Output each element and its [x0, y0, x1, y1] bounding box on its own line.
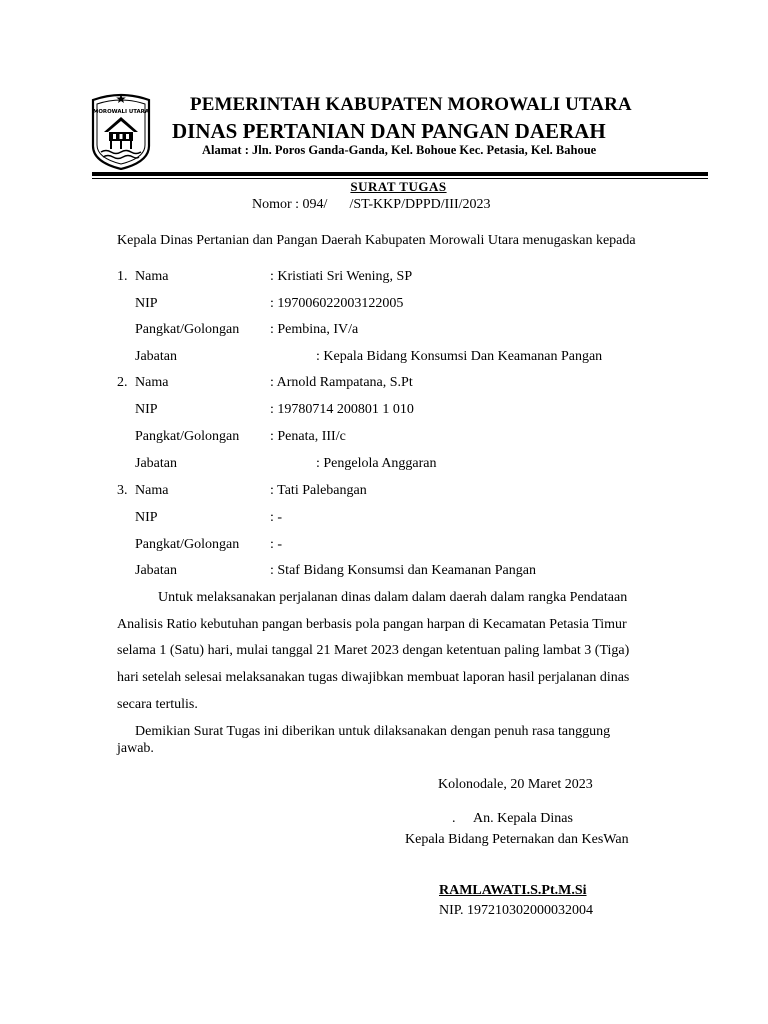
letterhead-rule-thick — [92, 172, 708, 176]
person-3-number: 3. — [117, 483, 128, 498]
body-line: hari setelah selesai melaksanakan tugas diwajibkan membuat laporan hasil perjalanan dinas — [117, 670, 630, 685]
morowali-utara-logo — [90, 92, 152, 170]
person-3-nama: : Tati Palebangan — [270, 483, 367, 498]
document-title-wrap — [0, 179, 768, 195]
person-1-nama-label: Nama — [135, 269, 169, 284]
closing-line-1: Demikian Surat Tugas ini diberikan untuk dilaksanakan dengan penuh rasa tanggung — [135, 724, 611, 739]
letterhead-agency: DINAS PERTANIAN DAN PANGAN DAERAH — [172, 119, 606, 143]
body-line: Analisis Ratio kebutuhan pangan berbasis pola pangan harpan di Kecamatan Petasia Timur — [117, 617, 627, 632]
intro-text: Kepala Dinas Pertanian dan Pangan Daerah Kabupaten Morowali Utara menugaskan kepada — [117, 233, 636, 248]
person-3-nip: : - — [270, 510, 283, 525]
signature-an: An. Kepala Dinas — [473, 811, 573, 826]
person-2-nip-label: NIP — [135, 402, 158, 417]
person-3-pangkat: : - — [270, 537, 283, 552]
person-1-nama: : Kristiati Sri Wening, SP — [270, 269, 413, 284]
person-2-pangkat-label: Pangkat/Golongan — [135, 429, 240, 444]
person-3-nama-label: Nama — [135, 483, 169, 498]
person-3-nip-label: NIP — [135, 510, 158, 525]
person-2-number: 2. — [117, 375, 128, 390]
person-2-nama-label: Nama — [135, 375, 169, 390]
person-1-pangkat-label: Pangkat/Golongan — [135, 322, 240, 337]
document-number-suffix: /ST-KKP/DPPD/III/2023 — [349, 197, 491, 212]
signature-position: Kepala Bidang Peternakan dan KesWan — [405, 832, 629, 847]
person-2-nip: : 19780714 200801 1 010 — [270, 402, 414, 417]
letterhead-government: PEMERINTAH KABUPATEN MOROWALI UTARA — [190, 94, 632, 115]
document-title: SURAT TUGAS — [350, 179, 447, 194]
person-1-jabatan: : Kepala Bidang Konsumsi Dan Keamanan Pangan — [316, 349, 603, 364]
body-line: secara tertulis. — [117, 697, 198, 712]
signatory-name: RAMLAWATI.S.Pt.M.Si — [439, 883, 587, 898]
document-number — [252, 197, 491, 213]
person-3-pangkat-label: Pangkat/Golongan — [135, 537, 240, 552]
person-2-jabatan: : Pengelola Anggaran — [316, 456, 437, 471]
signatory-nip: NIP. 197210302000032004 — [439, 903, 594, 918]
person-2-nama: : Arnold Rampatana, S.Pt — [270, 375, 413, 390]
document-number-prefix: Nomor : 094/ — [252, 197, 328, 212]
signature-place-date: Kolonodale, 20 Maret 2023 — [438, 777, 593, 792]
person-1-nip-label: NIP — [135, 296, 158, 311]
person-1-nip: : 197006022003122005 — [270, 296, 404, 311]
person-2-jabatan-label: Jabatan — [135, 456, 177, 471]
body-line: selama 1 (Satu) hari, mulai tanggal 21 Maret 2023 dengan ketentuan paling lambat 3 (Tiga) — [117, 643, 630, 658]
person-1-jabatan-label: Jabatan — [135, 349, 177, 364]
person-3-jabatan: : Staf Bidang Konsumsi dan Keamanan Pangan — [270, 563, 536, 578]
closing-line-2: jawab. — [117, 741, 154, 756]
letterhead-address: Alamat : Jln. Poros Ganda-Ganda, Kel. Bohoue Kec. Petasia, Kel. Bahoue — [202, 143, 597, 157]
signature-dot: . — [452, 811, 456, 826]
person-1-pangkat: : Pembina, IV/a — [270, 322, 359, 337]
logo-text: MOROWALI UTARA — [92, 109, 150, 115]
body-line: Untuk melaksanakan perjalanan dinas dalam dalam daerah dalam rangka Pendataan — [158, 590, 628, 605]
person-3-jabatan-label: Jabatan — [135, 563, 177, 578]
person-1-number: 1. — [117, 269, 128, 284]
person-2-pangkat: : Penata, III/c — [270, 429, 346, 444]
